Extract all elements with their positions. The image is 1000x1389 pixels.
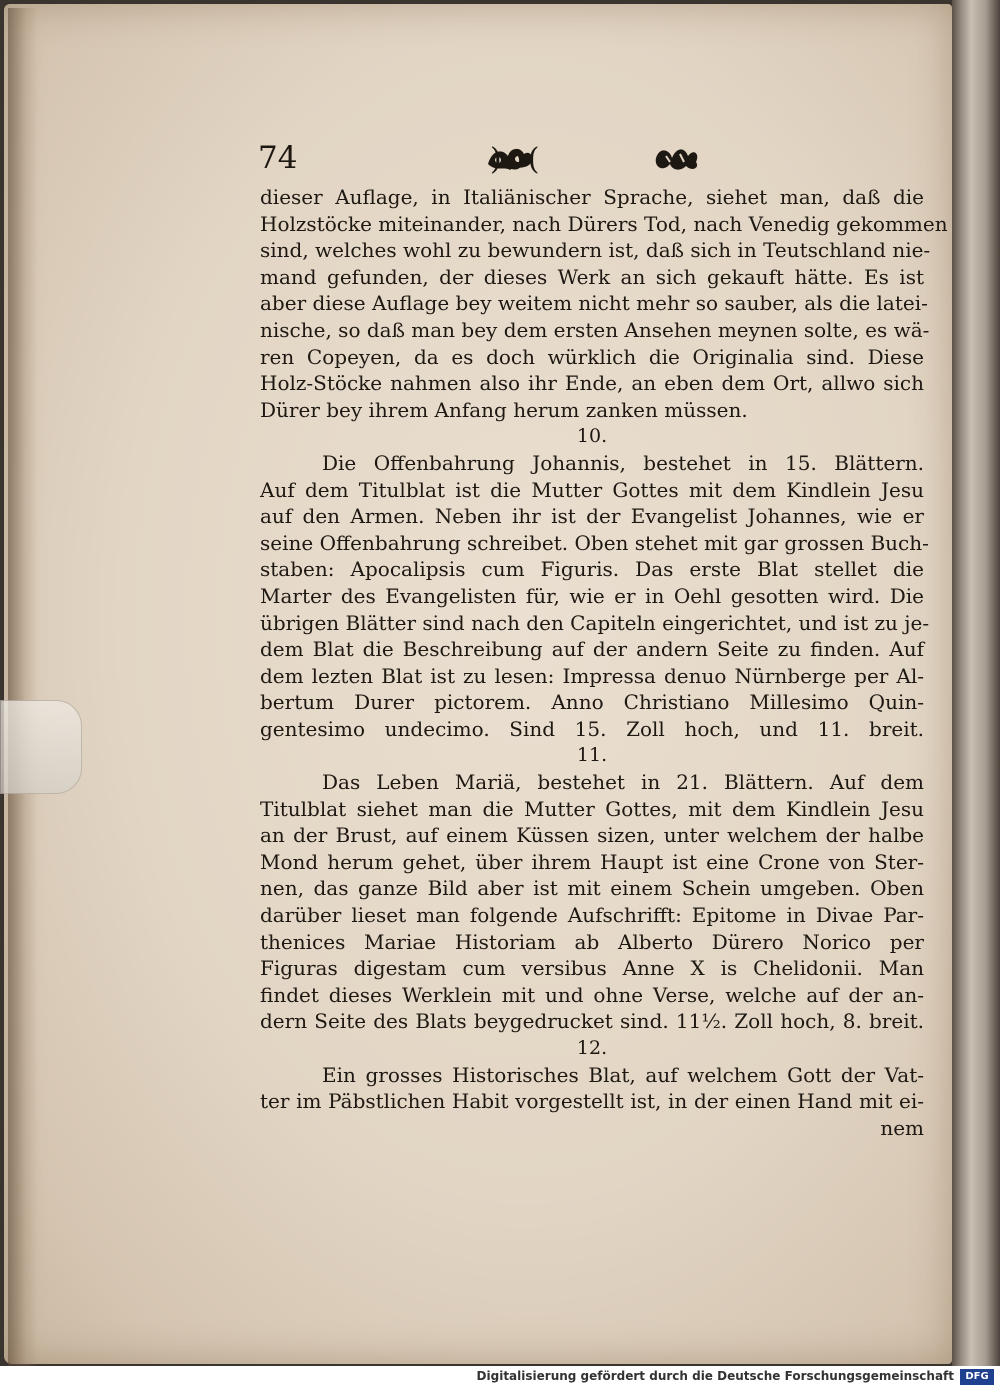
text-line: dem lezten Blat ist zu lesen: Impressa denuo Nürnberge per Al- xyxy=(260,663,924,688)
text-line: Ein grosses Historisches Blat, auf welchem Gott der Vat- xyxy=(322,1062,924,1087)
text-line: mand gefunden, der dieses Werk an sich gekauft hätte. Es ist xyxy=(260,264,924,289)
page-clip xyxy=(0,700,82,794)
text-line: Marter des Evangelisten für, wie er in Oehl gesotten wird. Die xyxy=(260,583,924,608)
section-number: 11. xyxy=(576,744,608,767)
section-number: 10. xyxy=(576,425,608,448)
text-line: Holzstöcke miteinander, nach Dürers Tod, nach Venedig gekommen xyxy=(260,211,948,236)
text-line: Mond herum gehet, über ihrem Haupt ist eine Crone von Ster- xyxy=(260,849,924,874)
text-line: an der Brust, auf einem Küssen sizen, unter welchem der halbe xyxy=(260,823,924,848)
text-line: Figuras digestam cum versibus Anne X is Chelidonii. Man xyxy=(260,956,924,981)
text-line: dem Blat die Beschreibung auf der andern Seite zu finden. Auf xyxy=(260,637,924,662)
text-line: nische, so daß man bey dem ersten Ansehen meynen solte, es wä- xyxy=(260,317,930,342)
page-header xyxy=(258,140,898,184)
text-line: übrigen Blätter sind nach den Capiteln eingerichtet, und ist zu je- xyxy=(260,610,930,635)
text-line: Dürer bey ihrem Anfang herum zanken müssen. xyxy=(260,397,748,422)
text-line: ren Copeyen, da es doch würklich die Originalia sind. Diese xyxy=(260,344,924,369)
section-11 xyxy=(260,742,924,1035)
digitization-footer xyxy=(0,1366,1000,1389)
section-12 xyxy=(260,1035,924,1141)
text-line: sind, welches wohl zu bewundern ist, daß sich in Teutschland nie- xyxy=(260,238,931,263)
text-line: auf den Armen. Neben ihr ist der Evangelist Johannes, wie er xyxy=(260,504,924,529)
dfg-logo: DFG xyxy=(960,1369,994,1385)
catchword: nem xyxy=(880,1115,924,1140)
binding-shadow xyxy=(8,8,38,1368)
text-line: Die Offenbahrung Johannis, bestehet in 15. Blättern. xyxy=(322,450,924,475)
text-line: dern Seite des Blats beygedrucket sind. 11½. Zoll hoch, 8. breit. xyxy=(260,1009,924,1034)
fleuron-right-icon xyxy=(650,144,702,174)
paragraph-continuation xyxy=(260,184,948,423)
text-line: aber diese Auflage bey weitem nicht mehr so sauber, als die latei- xyxy=(260,291,928,316)
text-line: Auf dem Titulblat ist die Mutter Gottes mit dem Kindlein Jesu xyxy=(260,477,924,502)
text-line: thenices Mariae Historiam ab Alberto Dürero Norico per xyxy=(260,929,924,954)
text-line: ter im Päbstlichen Habit vorgestellt ist, in der einen Hand mit ei- xyxy=(260,1089,924,1114)
text-line: findet dieses Werklein mit und ohne Verse, welche auf der an- xyxy=(260,982,924,1007)
text-line: gentesimo undecimo. Sind 15. Zoll hoch, und 11. breit. xyxy=(260,716,924,741)
text-line: staben: Apocalipsis cum Figuris. Das erste Blat stellet die xyxy=(260,557,924,582)
text-line: seine Offenbahrung schreibet. Oben stehet mit gar grossen Buch- xyxy=(260,530,929,555)
text-line: Titulblat siehet man die Mutter Gottes, mit dem Kindlein Jesu xyxy=(260,796,924,821)
text-line: bertum Durer pictorem. Anno Christiano Millesimo Quin- xyxy=(260,690,924,715)
body-text xyxy=(260,184,948,1141)
book-page-edges xyxy=(952,0,1000,1389)
funding-credit: Digitalisierung gefördert durch die Deutsche Forschungsgemeinschaft xyxy=(476,1369,954,1383)
section-number: 12. xyxy=(576,1037,608,1059)
running-head: )o( xyxy=(490,142,544,177)
text-line: dieser Auflage, in Italiänischer Sprache, siehet man, daß die xyxy=(260,185,924,209)
text-line: nen, das ganze Bild aber ist mit einem Schein umgeben. Oben xyxy=(260,876,924,901)
text-line: Holz-Stöcke nahmen also ihr Ende, an eben dem Ort, allwo sich xyxy=(260,371,924,396)
page-number: 74 xyxy=(258,140,298,176)
section-10 xyxy=(260,423,930,742)
text-line: darüber lieset man folgende Aufschrifft: Epitome in Divae Par- xyxy=(260,903,924,928)
text-line: Das Leben Mariä, bestehet in 21. Blättern. Auf dem xyxy=(322,770,924,795)
